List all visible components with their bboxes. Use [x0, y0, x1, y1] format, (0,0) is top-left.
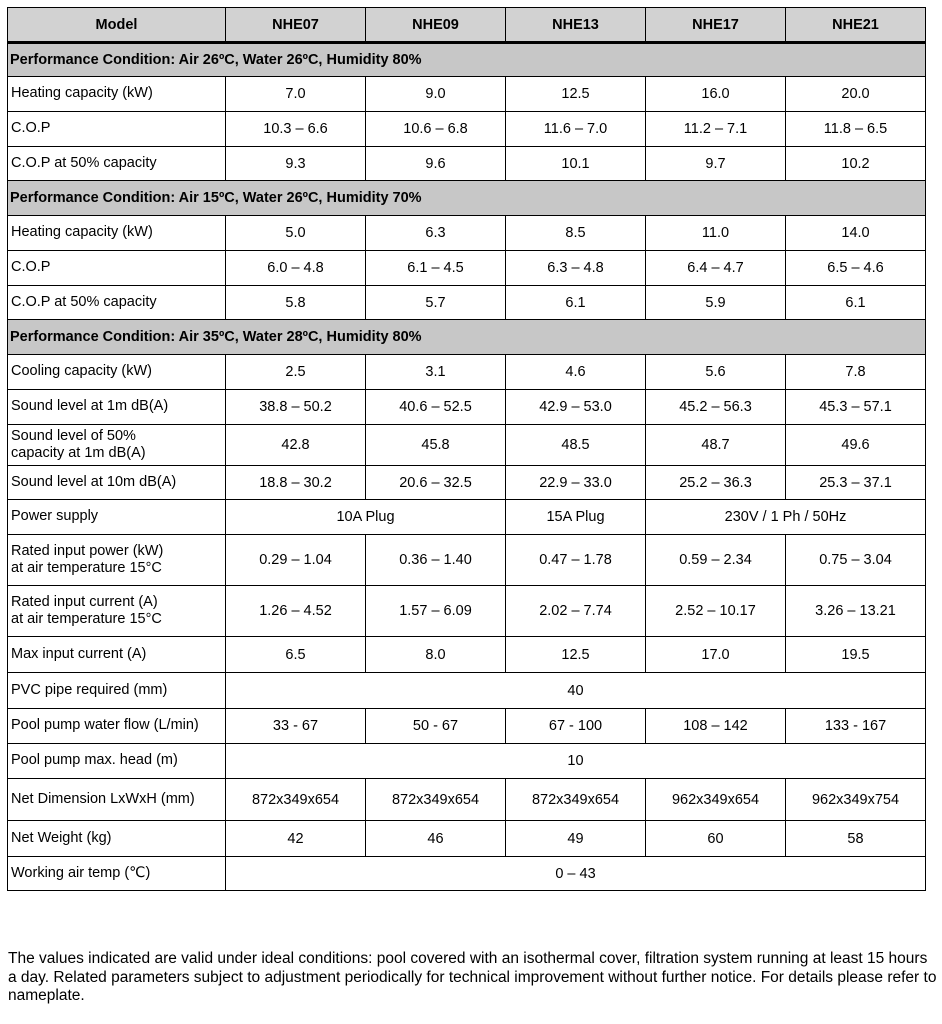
value-cell: 6.5 [226, 637, 366, 673]
value-cell: 15A Plug [506, 500, 646, 535]
value-cell: 7.0 [226, 77, 366, 112]
spec-row [8, 466, 926, 500]
row-label: Rated input current (A) at air temperature 15°C [8, 586, 226, 637]
value-cell: 133 - 167 [786, 709, 926, 744]
value-cell: 0.59 – 2.34 [646, 535, 786, 586]
value-cell: 10.2 [786, 147, 926, 181]
section-row [8, 43, 926, 77]
spec-row [8, 425, 926, 466]
spec-row [8, 77, 926, 112]
value-cell: 872x349x654 [226, 779, 366, 821]
value-cell: 10.6 – 6.8 [366, 112, 506, 147]
value-cell: 0 – 43 [226, 857, 926, 891]
value-cell: 19.5 [786, 637, 926, 673]
value-cell: 4.6 [506, 355, 646, 390]
value-cell: 6.3 [366, 216, 506, 251]
value-cell: 67 - 100 [506, 709, 646, 744]
value-cell: 8.5 [506, 216, 646, 251]
value-cell: 5.6 [646, 355, 786, 390]
value-cell: 230V / 1 Ph / 50Hz [646, 500, 926, 535]
model-nhe17-header: NHE17 [646, 8, 786, 43]
row-label: C.O.P [8, 251, 226, 286]
section-heading: Performance Condition: Air 35ºC, Water 28ºC, Humidity 80% [8, 320, 926, 355]
value-cell: 1.57 – 6.09 [366, 586, 506, 637]
spec-row [8, 779, 926, 821]
value-cell: 0.29 – 1.04 [226, 535, 366, 586]
spec-row [8, 286, 926, 320]
row-label: C.O.P at 50% capacity [8, 147, 226, 181]
value-cell: 962x349x754 [786, 779, 926, 821]
value-cell: 0.36 – 1.40 [366, 535, 506, 586]
spec-row [8, 637, 926, 673]
row-label: Heating capacity (kW) [8, 216, 226, 251]
spec-table-body [8, 43, 926, 891]
header-row [8, 8, 926, 43]
value-cell: 9.6 [366, 147, 506, 181]
row-label: Sound level at 1m dB(A) [8, 390, 226, 425]
model-nhe09-header: NHE09 [366, 8, 506, 43]
spec-row [8, 112, 926, 147]
row-label: Sound level of 50% capacity at 1m dB(A) [8, 425, 226, 466]
section-heading: Performance Condition: Air 15ºC, Water 26ºC, Humidity 70% [8, 181, 926, 216]
row-label: Max input current (A) [8, 637, 226, 673]
spec-row [8, 216, 926, 251]
value-cell: 33 - 67 [226, 709, 366, 744]
value-cell: 49 [506, 821, 646, 857]
value-cell: 3.26 – 13.21 [786, 586, 926, 637]
spec-row [8, 673, 926, 709]
value-cell: 16.0 [646, 77, 786, 112]
spec-row [8, 500, 926, 535]
footnote: The values indicated are valid under ideal conditions: pool covered with an isothermal cover, filtration system running at least 15 hours a day. Related parameters subject to adjustment periodically for technical improvement without further notice. For details please refer to nameplate. [8, 950, 937, 1004]
value-cell: 12.5 [506, 77, 646, 112]
value-cell: 5.9 [646, 286, 786, 320]
value-cell: 60 [646, 821, 786, 857]
spec-row [8, 857, 926, 891]
value-cell: 50 - 67 [366, 709, 506, 744]
row-label: Rated input power (kW) at air temperature 15°C [8, 535, 226, 586]
value-cell: 40.6 – 52.5 [366, 390, 506, 425]
row-label: Pool pump water flow (L/min) [8, 709, 226, 744]
value-cell: 9.7 [646, 147, 786, 181]
value-cell: 0.75 – 3.04 [786, 535, 926, 586]
spec-row [8, 251, 926, 286]
value-cell: 6.1 – 4.5 [366, 251, 506, 286]
value-cell: 3.1 [366, 355, 506, 390]
model-nhe13-header: NHE13 [506, 8, 646, 43]
value-cell: 8.0 [366, 637, 506, 673]
value-cell: 25.2 – 36.3 [646, 466, 786, 500]
value-cell: 10.3 – 6.6 [226, 112, 366, 147]
spec-row [8, 586, 926, 637]
row-label: Net Dimension LxWxH (mm) [8, 779, 226, 821]
spec-row [8, 147, 926, 181]
row-label: Net Weight (kg) [8, 821, 226, 857]
value-cell: 18.8 – 30.2 [226, 466, 366, 500]
value-cell: 5.8 [226, 286, 366, 320]
value-cell: 7.8 [786, 355, 926, 390]
value-cell: 10A Plug [226, 500, 506, 535]
value-cell: 6.1 [786, 286, 926, 320]
value-cell: 58 [786, 821, 926, 857]
value-cell: 20.6 – 32.5 [366, 466, 506, 500]
value-cell: 11.0 [646, 216, 786, 251]
value-cell: 48.7 [646, 425, 786, 466]
value-cell: 46 [366, 821, 506, 857]
row-label: Heating capacity (kW) [8, 77, 226, 112]
value-cell: 962x349x654 [646, 779, 786, 821]
value-cell: 40 [226, 673, 926, 709]
value-cell: 45.8 [366, 425, 506, 466]
value-cell: 45.3 – 57.1 [786, 390, 926, 425]
value-cell: 10.1 [506, 147, 646, 181]
value-cell: 872x349x654 [366, 779, 506, 821]
value-cell: 38.8 – 50.2 [226, 390, 366, 425]
spec-row [8, 821, 926, 857]
value-cell: 10 [226, 744, 926, 779]
spec-table [7, 7, 926, 891]
value-cell: 48.5 [506, 425, 646, 466]
value-cell: 2.02 – 7.74 [506, 586, 646, 637]
value-cell: 2.5 [226, 355, 366, 390]
row-label: Cooling capacity (kW) [8, 355, 226, 390]
value-cell: 45.2 – 56.3 [646, 390, 786, 425]
row-label: Sound level at 10m dB(A) [8, 466, 226, 500]
model-nhe07-header: NHE07 [226, 8, 366, 43]
value-cell: 6.3 – 4.8 [506, 251, 646, 286]
model-nhe21-header: NHE21 [786, 8, 926, 43]
value-cell: 0.47 – 1.78 [506, 535, 646, 586]
value-cell: 9.3 [226, 147, 366, 181]
section-row [8, 320, 926, 355]
value-cell: 6.5 – 4.6 [786, 251, 926, 286]
value-cell: 20.0 [786, 77, 926, 112]
value-cell: 17.0 [646, 637, 786, 673]
row-label: C.O.P [8, 112, 226, 147]
value-cell: 12.5 [506, 637, 646, 673]
value-cell: 872x349x654 [506, 779, 646, 821]
value-cell: 11.8 – 6.5 [786, 112, 926, 147]
value-cell: 6.0 – 4.8 [226, 251, 366, 286]
model-header: Model [8, 8, 226, 43]
value-cell: 22.9 – 33.0 [506, 466, 646, 500]
section-heading: Performance Condition: Air 26ºC, Water 26ºC, Humidity 80% [8, 43, 926, 77]
value-cell: 108 – 142 [646, 709, 786, 744]
value-cell: 6.4 – 4.7 [646, 251, 786, 286]
value-cell: 42 [226, 821, 366, 857]
value-cell: 42.8 [226, 425, 366, 466]
value-cell: 2.52 – 10.17 [646, 586, 786, 637]
row-label: Pool pump max. head (m) [8, 744, 226, 779]
spec-row [8, 355, 926, 390]
value-cell: 1.26 – 4.52 [226, 586, 366, 637]
spec-row [8, 535, 926, 586]
value-cell: 5.7 [366, 286, 506, 320]
row-label: C.O.P at 50% capacity [8, 286, 226, 320]
row-label: Power supply [8, 500, 226, 535]
value-cell: 5.0 [226, 216, 366, 251]
value-cell: 9.0 [366, 77, 506, 112]
spec-row [8, 709, 926, 744]
spec-row [8, 390, 926, 425]
value-cell: 11.2 – 7.1 [646, 112, 786, 147]
spec-row [8, 744, 926, 779]
section-row [8, 181, 926, 216]
value-cell: 11.6 – 7.0 [506, 112, 646, 147]
value-cell: 14.0 [786, 216, 926, 251]
row-label: PVC pipe required (mm) [8, 673, 226, 709]
row-label: Working air temp (℃) [8, 857, 226, 891]
value-cell: 25.3 – 37.1 [786, 466, 926, 500]
value-cell: 42.9 – 53.0 [506, 390, 646, 425]
value-cell: 6.1 [506, 286, 646, 320]
value-cell: 49.6 [786, 425, 926, 466]
